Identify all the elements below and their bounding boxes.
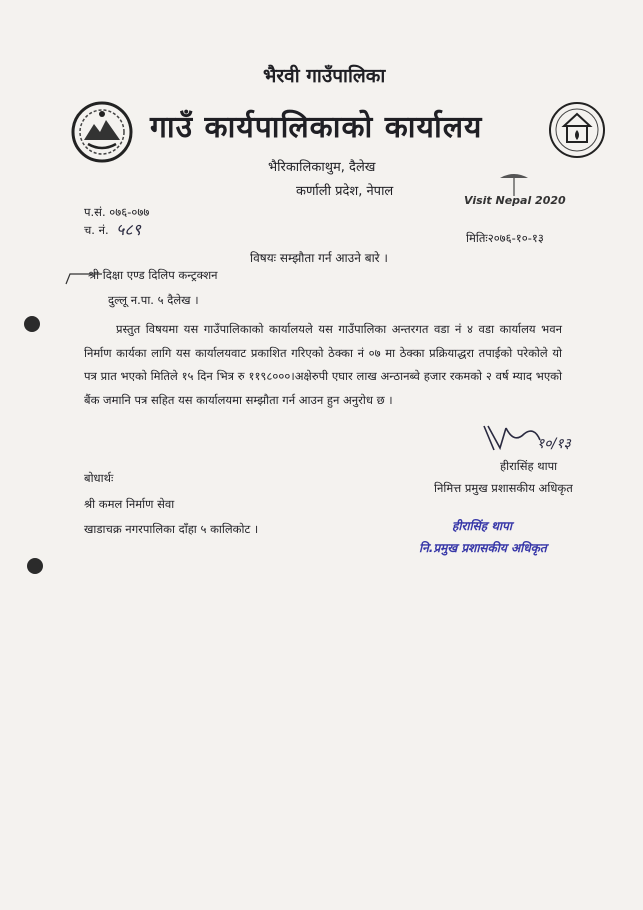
subject-line: विषयः सम्झौता गर्न आउने बारे । xyxy=(250,251,388,265)
dispatch-number: ५८९ xyxy=(116,220,141,239)
fiscal-reference: प.सं. ०७६-०७७ xyxy=(84,205,150,219)
municipality-name: भैरवी गाउँपालिका xyxy=(263,65,386,87)
punch-hole-top xyxy=(24,316,40,332)
letter-date: मितिः२०७६-१०-१३ xyxy=(466,231,544,245)
address-line-1: भैरिकालिकाथुम, दैलेख xyxy=(268,160,376,175)
recipient-underline-mark xyxy=(64,270,104,286)
municipality-logo xyxy=(547,100,607,160)
signature-date: १०/१३ xyxy=(537,436,571,452)
recipient-address: दुल्लू न.पा. ५ दैलेख । xyxy=(108,293,199,307)
cc-address: खाडाचक्र नगरपालिका दाँहा ५ कालिकोट । xyxy=(84,522,259,536)
visit-nepal-logo xyxy=(462,170,572,214)
nepal-emblem-logo xyxy=(70,100,134,164)
stamp-name: हीरासिंह थापा xyxy=(452,519,512,533)
signatory-name: हीरासिंह थापा xyxy=(500,459,558,473)
cc-name: श्री कमल निर्माण सेवा xyxy=(84,497,175,511)
recipient-name: श्री दिक्षा एण्ड दिलिप कन्ट्रक्शन xyxy=(88,268,218,282)
dispatch-label: च. नं. xyxy=(84,223,109,237)
punch-hole-bottom xyxy=(27,558,43,574)
visit-nepal-text: Visit Nepal 2020 xyxy=(464,194,566,207)
address-line-2: कर्णाली प्रदेश, नेपाल xyxy=(296,184,394,199)
cc-heading: बोधार्थः xyxy=(84,471,114,485)
letter-body: प्रस्तुत विषयमा यस गाउँपालिकाको कार्यालयले यस गाउँपालिका अन्तरगत वडा नं ४ वडा कार्यालय भवन निर्माण कार्यका लागि यस कार्यालयवाट प्रकाशित गरिएको ठेक्का नं ०७ मा ठेक्का प्रक्रियाद्धरा तपाईको परेकोले यो पत्र प्रात भएको मितिले १५ दिन भित्र रु ११९८०००।अक्षेरुपी एघार लाख अन्ठानब्वे हजार रकमको २ वर्ष म्याद भएको बैंक जमानि पत्र सहित यस कार्यालयमा सम्झौता गर्न आउन हुन अनुरोध छ । xyxy=(84,322,562,407)
office-title: गाउँ कार्यपालिकाको कार्यालय xyxy=(150,110,483,145)
signatory-title: निमित्त प्रमुख प्रशासकीय अधिकृत xyxy=(434,481,573,495)
stamp-title: नि.प्रमुख प्रशासकीय अधिकृत xyxy=(419,541,547,555)
